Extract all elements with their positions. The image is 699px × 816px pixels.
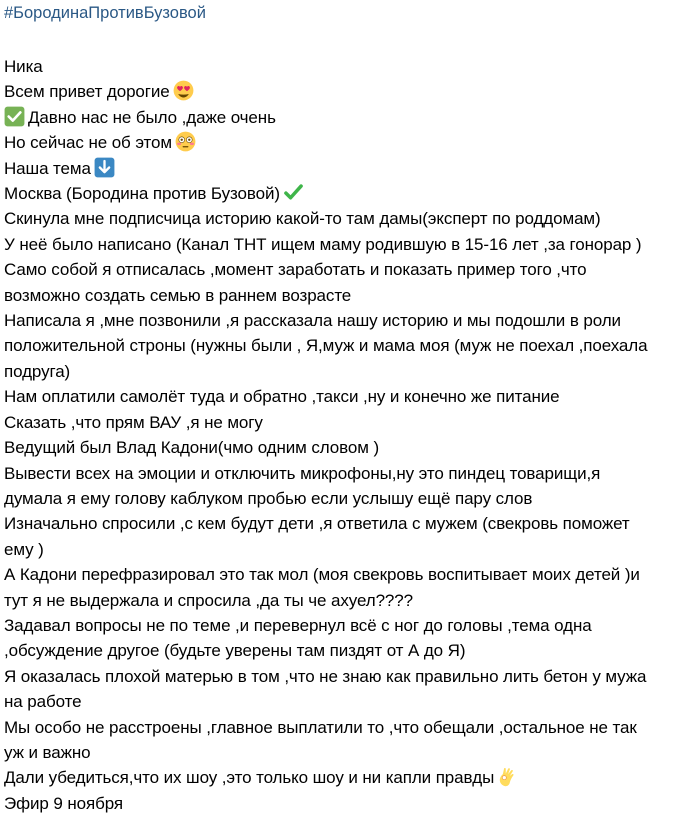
text-line: подруга) <box>4 361 71 381</box>
text-line: уж и важно <box>4 742 91 762</box>
text-line: думала я ему голову каблуком пробью если услышу ещё пару слов <box>4 488 533 508</box>
text-segment: Дали убедиться,что их шоу ,это только шоу и ни капли правды <box>4 768 495 788</box>
smiling-face-with-heart-eyes-icon <box>173 80 194 101</box>
text-line <box>4 181 696 206</box>
author-name: Ника <box>4 57 43 76</box>
text-segment: Наша тема <box>4 158 91 178</box>
flushed-face-icon <box>175 131 196 152</box>
post <box>4 0 696 816</box>
text-line: А Кадони перефразировал это так мол (моя свекровь воспитывает моих детей )и <box>4 565 640 585</box>
text-line: Мы особо не расстроены ,главное выплатили то ,что обещали ,остальное не так <box>4 717 637 737</box>
text-line: возможно создать семью в раннем возрасте <box>4 285 352 305</box>
text-line: Задавал вопросы не по теме ,и перевернул всё с ног до головы ,тема одна <box>4 615 592 635</box>
down-arrow-icon <box>94 157 115 178</box>
text-line <box>4 130 696 155</box>
ok-hand-icon <box>497 766 518 787</box>
text-line: ,обсуждение другое (будьте уверены там пиздят от А до Я) <box>4 641 466 661</box>
heavy-check-mark-icon <box>283 182 304 203</box>
text-line: ему ) <box>4 539 44 559</box>
text-segment: Но сейчас не об этом <box>4 133 172 153</box>
text-line: Я оказалась плохой матерью в том ,что не знаю как правильно лить бетон у мужа <box>4 666 647 686</box>
text-line: Изначально спросили ,с кем будут дети ,я ответила с мужем (свекровь поможет <box>4 514 630 534</box>
text-line: Сказать ,что прям ВАУ ,я не могу <box>4 412 263 432</box>
text-line: Скинула мне подписчица историю какой-то там дамы(эксперт по роддомам) <box>4 209 601 229</box>
text-line: У неё было написано (Канал ТНТ ищем маму родившую в 15-16 лет ,за гонорар ) <box>4 234 642 254</box>
text-line: положительной строны (нужны были , Я,муж и мама моя (муж не поехал ,поехала <box>4 336 648 356</box>
text-segment: Всем привет дорогие <box>4 82 170 102</box>
text-line: Само собой я отписалась ,момент заработать и показать пример того ,что <box>4 260 587 280</box>
text-line <box>4 765 696 790</box>
text-line <box>4 105 696 130</box>
text-line: Написала я ,мне позвонили ,я рассказала нашу историю и мы подошли в роли <box>4 311 621 331</box>
text-line <box>4 156 696 181</box>
post-text <box>4 54 696 816</box>
text-segment: Давно нас не было ,даже очень <box>28 107 276 127</box>
text-line: Эфир 9 ноября <box>4 793 124 813</box>
text-line <box>4 79 696 104</box>
text-segment: Москва (Бородина против Бузовой) <box>4 184 280 204</box>
text-line: на работе <box>4 692 82 712</box>
text-line: Нам оплатили самолёт туда и обратно ,такси ,ну и конечно же питание <box>4 387 560 407</box>
text-line: тут я не выдержала и спросила ,да ты че ахуел???? <box>4 590 413 610</box>
white-heavy-check-mark-icon <box>4 106 25 127</box>
text-line: Ведущий был Влад Кадони(чмо одним словом ) <box>4 438 380 458</box>
text-line: Вывести всех на эмоции и отключить микрофоны,ну это пиндец товарищи,я <box>4 463 601 483</box>
hashtag-link[interactable]: #БородинаПротивБузовой <box>4 4 206 22</box>
